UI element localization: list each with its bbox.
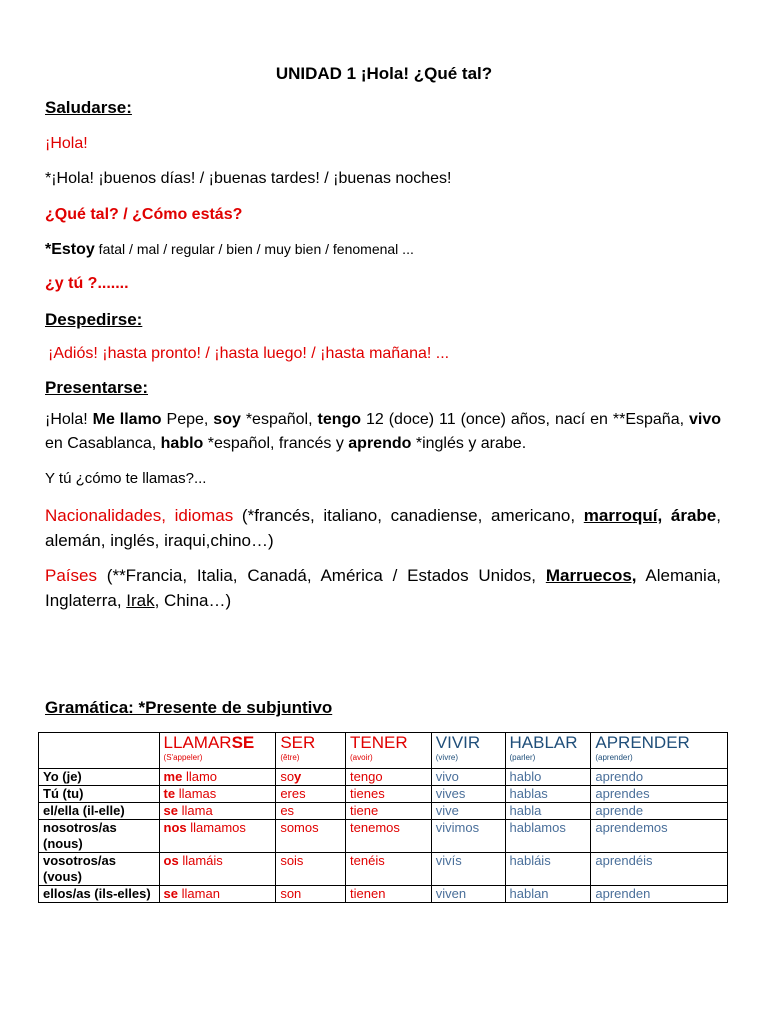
- conjugation-cell: [276, 769, 346, 786]
- table-row: [39, 886, 728, 903]
- conjugation-cell: [159, 820, 276, 853]
- verb-translation: (être): [280, 753, 300, 762]
- table-row: [39, 769, 728, 786]
- table-row: [39, 786, 728, 803]
- page-title: UNIDAD 1 ¡Hola! ¿Qué tal?: [275, 64, 493, 83]
- que-tal-line: ¿Qué tal? / ¿Cómo estás?: [45, 206, 243, 223]
- verb-form: llaman: [178, 886, 220, 901]
- verb-label: APRENDER: [595, 733, 690, 752]
- verb-suffix: SE: [231, 733, 255, 752]
- nacionalidades-text: (*francés, italiano, canadiense, americano,: [233, 506, 584, 525]
- presentarse-text: *español, francés y: [203, 435, 349, 452]
- conjugation-cell: vivimos: [431, 820, 505, 853]
- verb-translation: (vivre): [435, 753, 458, 762]
- conjugation-cell: aprendemos: [591, 820, 728, 853]
- conjugation-cell: [159, 886, 276, 903]
- conjugation-cell: tenemos: [346, 820, 432, 853]
- table-corner: [39, 733, 160, 769]
- estoy-line: [45, 241, 414, 259]
- conjugation-cell: vivo: [431, 769, 505, 786]
- presentarse-keyword: Me llamo: [92, 411, 162, 428]
- conjugation-cell: hablo: [505, 769, 591, 786]
- nacionalidades-label: Nacionalidades, idiomas: [45, 506, 234, 525]
- conjugation-cell: hablas: [505, 786, 591, 803]
- conjugation-cell: aprendo: [591, 769, 728, 786]
- nacionalidades-paragraph: [45, 503, 721, 553]
- presentarse-text: ¡Hola!: [45, 411, 93, 428]
- paises-text: , China…): [154, 591, 232, 610]
- header-ser: [276, 733, 346, 769]
- presentarse-text: 12 (doce) 11 (once) años, nací en **España,: [361, 411, 689, 428]
- header-aprender: [591, 733, 728, 769]
- verb-label: VIVIR: [435, 733, 481, 752]
- pronoun: se: [163, 886, 179, 901]
- como-te-llamas-line: Y tú ¿cómo te llamas?...: [45, 470, 207, 487]
- conjugation-cell: eres: [276, 786, 346, 803]
- conjugation-cell: es: [276, 803, 346, 820]
- verb-form: llamo: [182, 769, 218, 784]
- verb-label: [164, 733, 276, 753]
- verb-label: SER: [280, 733, 316, 752]
- saludarse-heading: Saludarse:: [45, 98, 132, 117]
- conjugation-cell: aprenden: [591, 886, 728, 903]
- nacionalidades-text: , alemán, inglés, iraqui,chino…): [45, 506, 721, 550]
- conjugation-cell: [159, 803, 276, 820]
- paises-label: Países: [45, 566, 97, 585]
- presentarse-heading: Presentarse:: [45, 378, 149, 397]
- gramatica-heading: Gramática: *Presente de subjuntivo: [45, 698, 333, 717]
- paises-paragraph: [45, 563, 721, 613]
- verb-translation: (S'appeler): [163, 753, 203, 762]
- verb-form: llamáis: [178, 853, 223, 868]
- arabe-word: árabe: [670, 506, 717, 525]
- presentarse-keyword: tengo: [317, 411, 362, 428]
- verb-table: [38, 732, 728, 903]
- conjugation-cell: somos: [276, 820, 346, 853]
- conjugation-cell: tenéis: [346, 853, 432, 886]
- conjugation-cell: hablan: [505, 886, 591, 903]
- header-vivir: [431, 733, 505, 769]
- pronoun: te: [163, 786, 176, 801]
- verb-form: llamamos: [186, 820, 246, 835]
- conjugation-cell: viven: [431, 886, 505, 903]
- conjugation-cell: sois: [276, 853, 346, 886]
- header-tener: [346, 733, 432, 769]
- conjugation-cell: [159, 853, 276, 886]
- presentarse-text: *inglés y arabe.: [411, 435, 527, 452]
- conjugation-cell: son: [276, 886, 346, 903]
- irak-word: Irak: [126, 591, 155, 610]
- conjugation-cell: habla: [505, 803, 591, 820]
- verb-translation: (avoir): [350, 753, 373, 762]
- hola-line: ¡Hola!: [45, 135, 88, 152]
- presentarse-text: en Casablanca,: [45, 435, 161, 452]
- conjugation-cell: vives: [431, 786, 505, 803]
- pronoun: nos: [163, 820, 187, 835]
- pronoun: os: [163, 853, 179, 868]
- conjugation-cell: [159, 786, 276, 803]
- conjugation-cell: aprendéis: [591, 853, 728, 886]
- conjugation-cell: vivís: [431, 853, 505, 886]
- conjugation-cell: tienes: [346, 786, 432, 803]
- pronoun: se: [163, 803, 179, 818]
- presentarse-text: *español,: [240, 411, 318, 428]
- header-hablar: [505, 733, 591, 769]
- conjugation-cell: tengo: [346, 769, 432, 786]
- conjugation-cell: aprende: [591, 803, 728, 820]
- marroqui-word: marroquí,: [583, 506, 663, 525]
- presentarse-keyword: aprendo: [348, 435, 412, 452]
- conjugation-cell: habláis: [505, 853, 591, 886]
- presentarse-keyword: vivo: [688, 411, 721, 428]
- subject-cell: ellos/as (ils-elles): [39, 886, 160, 903]
- greetings-line: *¡Hola! ¡buenos días! / ¡buenas tardes! / ¡buenas noches!: [45, 170, 452, 187]
- verb-label: HABLAR: [509, 733, 578, 752]
- table-row: [39, 803, 728, 820]
- verb-stem: LLAMAR: [163, 733, 232, 752]
- table-row: [39, 853, 728, 886]
- subject-cell: vosotros/as (vous): [39, 853, 160, 886]
- paises-text: Alemania, Inglaterra,: [45, 566, 721, 610]
- subject-cell: Yo (je): [39, 769, 160, 786]
- presentarse-keyword: soy: [213, 411, 241, 428]
- pronoun: me: [163, 769, 183, 784]
- header-llamarse: [159, 733, 276, 769]
- y-tu-line: ¿y tú ?.......: [45, 275, 129, 292]
- verb-translation: (parler): [509, 753, 536, 762]
- marruecos-word: Marruecos,: [545, 566, 637, 585]
- verb-ending: y: [294, 769, 302, 784]
- despedirse-heading: Despedirse:: [45, 310, 143, 329]
- conjugation-cell: [159, 769, 276, 786]
- estoy-rest: fatal / mal / regular / bien / muy bien / fenomenal ...: [94, 241, 414, 257]
- estoy-bold: *Estoy: [45, 241, 95, 258]
- conjugation-cell: hablamos: [505, 820, 591, 853]
- presentarse-text: Pepe,: [161, 411, 214, 428]
- conjugation-cell: tienen: [346, 886, 432, 903]
- presentarse-keyword: hablo: [160, 435, 204, 452]
- conjugation-cell: aprendes: [591, 786, 728, 803]
- verb-form: llamas: [175, 786, 217, 801]
- paises-text: (**Francia, Italia, Canadá, América / Estados Unidos,: [96, 566, 546, 585]
- verb-form: so: [280, 769, 295, 784]
- table-header-row: [39, 733, 728, 769]
- despedirse-line: ¡Adiós! ¡hasta pronto! / ¡hasta luego! / ¡hasta mañana! ...: [48, 345, 450, 362]
- verb-form: llama: [178, 803, 213, 818]
- verb-label: TENER: [350, 733, 408, 752]
- subject-cell: el/ella (il-elle): [39, 803, 160, 820]
- conjugation-cell: vive: [431, 803, 505, 820]
- presentarse-paragraph: [45, 408, 721, 456]
- conjugation-cell: tiene: [346, 803, 432, 820]
- table-row: [39, 820, 728, 853]
- subject-cell: nosotros/as (nous): [39, 820, 160, 853]
- verb-translation: (aprender): [595, 753, 633, 762]
- subject-cell: Tú (tu): [39, 786, 160, 803]
